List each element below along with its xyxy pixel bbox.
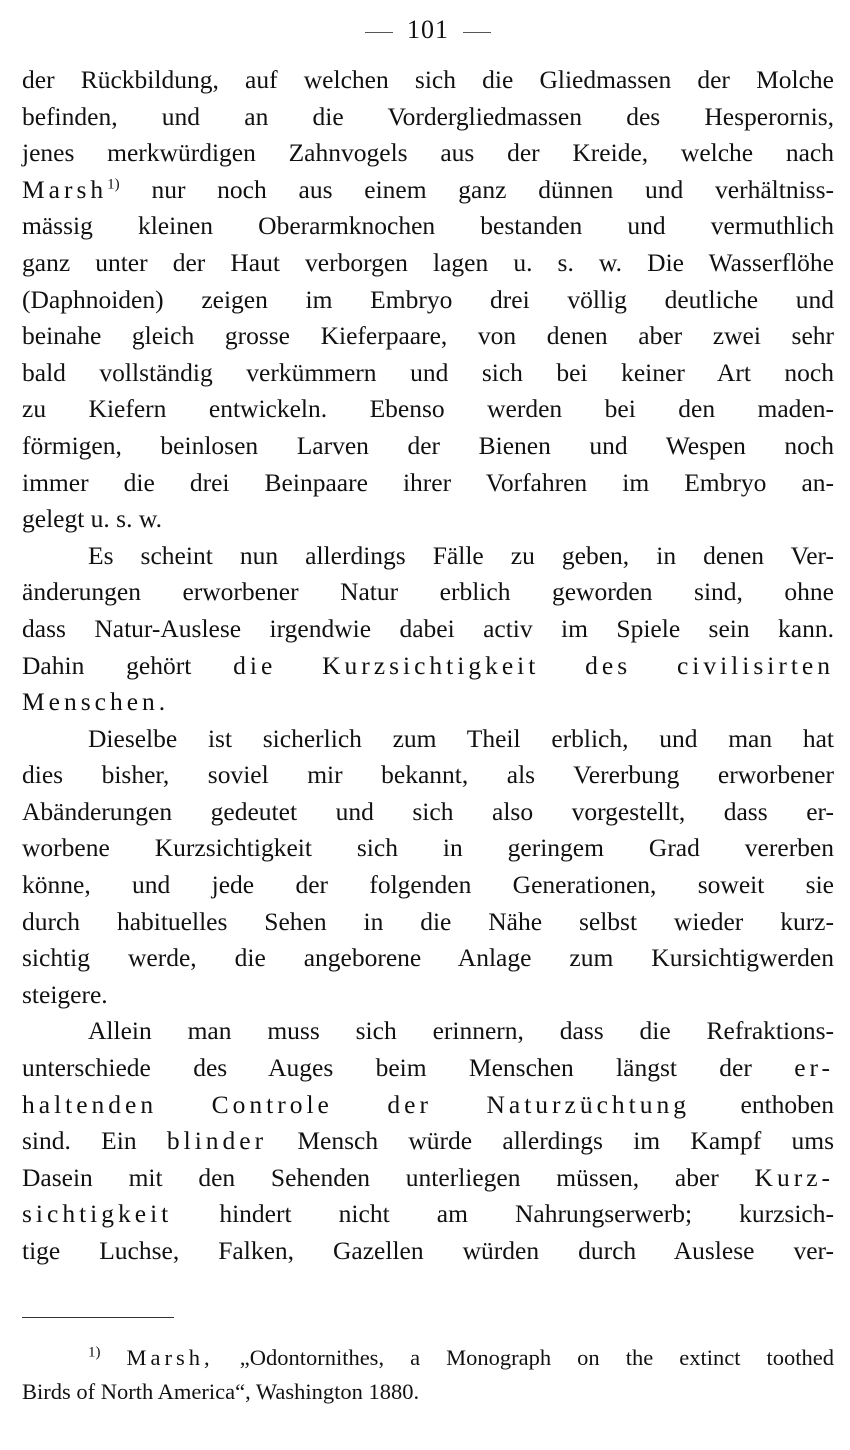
spaced-emphasis: sichtigkeit bbox=[22, 1199, 173, 1229]
spaced-emphasis: haltenden Controle der Naturzüchtung bbox=[22, 1089, 690, 1119]
text-line: Allein man muss sich erinnern, dass die Refraktions- bbox=[88, 1016, 834, 1046]
footnote-reference: 1) bbox=[107, 176, 120, 193]
footnote-author: Marsh, bbox=[126, 1345, 214, 1370]
text-line: zu Kiefern entwickeln. Ebenso werden bei den maden- bbox=[22, 394, 834, 424]
header-dash-left bbox=[365, 32, 393, 33]
footnote bbox=[22, 1341, 834, 1409]
footnote-marker: 1) bbox=[88, 1344, 101, 1361]
spaced-emphasis: blinder bbox=[166, 1126, 268, 1156]
text-line: der Rückbildung, auf welchen sich die Gliedmassen der Molche bbox=[22, 65, 834, 94]
text-line: Es scheint nun allerdings Fälle zu geben, in denen Ver- bbox=[88, 540, 834, 570]
footnote-line bbox=[22, 1341, 834, 1375]
text-line: mässig kleinen Oberarmknochen bestanden und vermuthlich bbox=[22, 211, 834, 241]
text-segment: Dasein mit den Sehenden unterliegen müssen, aber bbox=[22, 1162, 719, 1192]
text-line: tige Luchse, Falken, Gazellen würden durch Auslese ver- bbox=[22, 1236, 834, 1265]
text-line: beinahe gleich grosse Kieferpaare, von denen aber zwei sehr bbox=[22, 321, 834, 351]
text-line: durch habituelles Sehen in die Nähe selbst wieder kurz- bbox=[22, 906, 834, 936]
text-line bbox=[22, 1087, 834, 1124]
text-line: steigere. bbox=[22, 979, 108, 1009]
text-line: könne, und jede der folgenden Generationen, soweit sie bbox=[22, 870, 834, 900]
footnote-line: Birds of North America“, Washington 1880. bbox=[22, 1379, 420, 1404]
text-line bbox=[22, 1196, 834, 1233]
text-line: bald vollständig verkümmern und sich bei keiner Art noch bbox=[22, 357, 834, 387]
text-line: dies bisher, soviel mir bekannt, als Vererbung erworbener bbox=[22, 760, 834, 790]
text-segment: Dahin gehört bbox=[22, 650, 192, 680]
text-line: ganz unter der Haut verborgen lagen u. s. w. Die Wasserflöhe bbox=[22, 247, 834, 277]
text-line bbox=[22, 648, 834, 685]
spaced-name: Marsh bbox=[22, 174, 108, 204]
text-line: befinden, und an die Vordergliedmassen des Hesperornis, bbox=[22, 101, 834, 131]
text-line: Abänderungen gedeutet und sich also vorgestellt, dass er- bbox=[22, 796, 834, 826]
text-line: änderungen erworbener Natur erblich geworden sind, ohne bbox=[22, 577, 834, 607]
text-line: Dieselbe ist sicherlich zum Theil erblich, und man hat bbox=[88, 723, 834, 753]
book-page bbox=[22, 10, 834, 1270]
text-segment: unterschiede des Auges beim Menschen längst der bbox=[22, 1053, 752, 1083]
text-line bbox=[22, 1160, 834, 1197]
text-line bbox=[22, 172, 834, 209]
spaced-emphasis: Kurz- bbox=[754, 1162, 834, 1192]
text-segment: hindert nicht am Nahrungserwerb; kurzsich- bbox=[219, 1199, 834, 1229]
spaced-emphasis: Menschen. bbox=[22, 687, 170, 717]
text-line: worbene Kurzsichtigkeit sich in geringem Grad vererben bbox=[22, 833, 834, 863]
text-segment: Mensch würde allerdings im Kampf ums bbox=[297, 1126, 835, 1156]
text-line: sichtig werde, die angeborene Anlage zum Kursichtigwerden bbox=[22, 943, 834, 973]
page-header bbox=[22, 10, 834, 62]
text-line: immer die drei Beinpaare ihrer Vorfahren im Embryo an- bbox=[22, 467, 834, 497]
header-dash-right bbox=[463, 32, 491, 33]
text-line bbox=[22, 684, 834, 721]
text-line bbox=[22, 1050, 834, 1087]
footnote-separator bbox=[22, 1317, 174, 1318]
text-line bbox=[22, 1123, 834, 1160]
main-text bbox=[22, 62, 834, 1270]
text-line: gelegt u. s. w. bbox=[22, 504, 162, 534]
text-line: (Daphnoiden) zeigen im Embryo drei völlig deutliche und bbox=[22, 284, 834, 314]
text-line: dass Natur-Auslese irgendwie dabei activ im Spiele sein kann. bbox=[22, 613, 834, 643]
spaced-emphasis: er- bbox=[794, 1053, 835, 1083]
page-number: 101 bbox=[407, 15, 449, 44]
text-line: jenes merkwürdigen Zahnvogels aus der Kreide, welche nach bbox=[22, 138, 834, 168]
text-segment: sind. Ein bbox=[22, 1126, 137, 1156]
spaced-emphasis: die Kurzsichtigkeit des civilisirten bbox=[233, 650, 835, 680]
text-segment: nur noch aus einem ganz dünnen und verhältniss- bbox=[151, 174, 834, 204]
text-segment: enthoben bbox=[740, 1089, 834, 1119]
text-line: förmigen, beinlosen Larven der Bienen und Wespen noch bbox=[22, 430, 834, 460]
footnote-text: „Odontornithes, a Monograph on the extinct toothed bbox=[239, 1345, 835, 1370]
